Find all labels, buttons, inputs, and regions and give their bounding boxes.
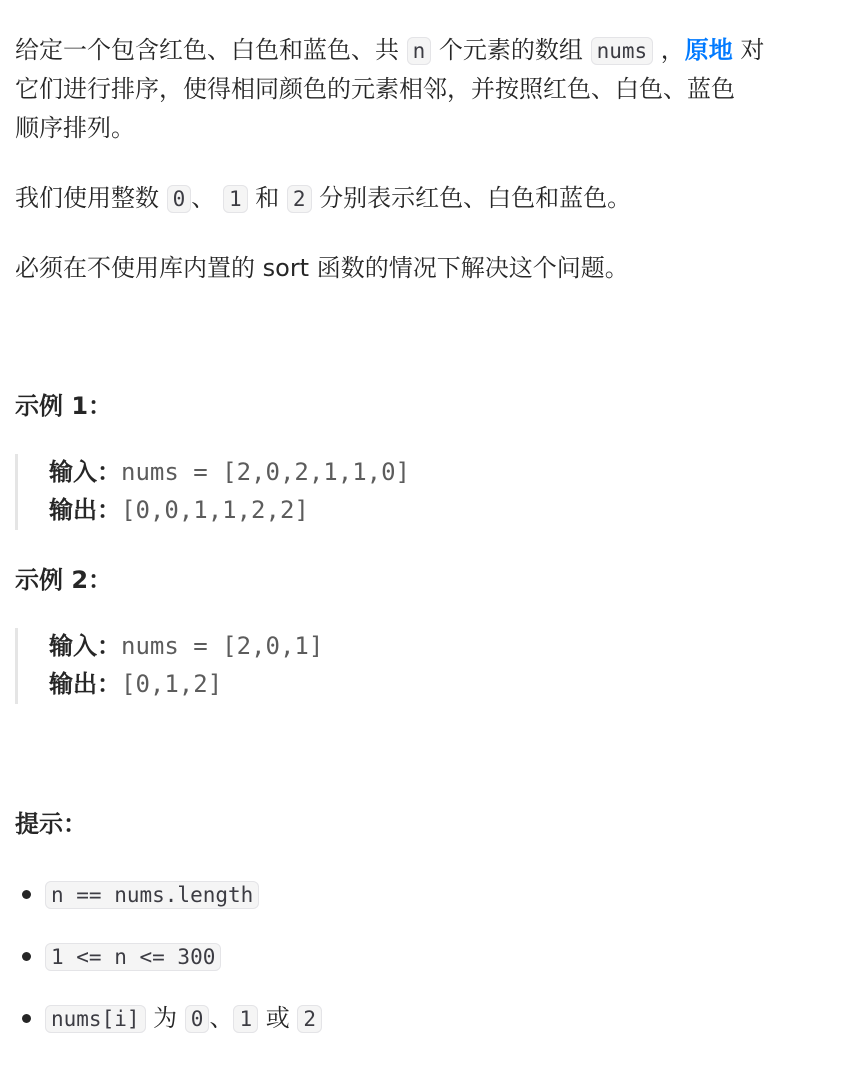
inline-code: 0	[185, 1005, 210, 1033]
text: 个元素的数组	[431, 36, 591, 64]
inline-code: nums[i]	[45, 1005, 146, 1033]
output-value: [0,1,2]	[121, 670, 223, 698]
text: 给定一个包含红色、白色和蓝色、共	[15, 36, 407, 64]
input-label: 输入：	[49, 632, 121, 660]
example-2-output	[49, 666, 222, 702]
text: ，	[653, 36, 685, 64]
example-2-input	[49, 628, 323, 664]
text: 分别表示红色、白色和蓝色。	[311, 184, 632, 212]
inline-code-n: n	[407, 37, 432, 65]
constraint-item-1	[45, 876, 259, 913]
example-2-heading: 示例 2：	[15, 566, 113, 594]
inline-code: n == nums.length	[45, 881, 259, 909]
input-value: nums = [2,0,1]	[121, 632, 324, 660]
output-label: 输出：	[49, 496, 121, 524]
inline-code-2: 2	[287, 185, 312, 213]
text: 我们使用整数	[15, 184, 167, 212]
text: 为	[145, 1004, 185, 1032]
constraint-item-2	[45, 938, 221, 975]
text: 或	[258, 1004, 298, 1032]
inline-code-1: 1	[223, 185, 248, 213]
text: 、	[191, 184, 223, 212]
text: 对	[732, 36, 765, 64]
text: 和	[247, 184, 287, 212]
paragraph-intro-line2: 它们进行排序，使得相同颜色的元素相邻，并按照红色、白色、蓝色	[15, 75, 735, 103]
inline-code-nums: nums	[591, 37, 654, 65]
output-label: 输出：	[49, 670, 121, 698]
output-value: [0,0,1,1,2,2]	[121, 496, 309, 524]
paragraph-intro-line3: 顺序排列。	[15, 114, 135, 142]
paragraph-intro-line1	[15, 32, 764, 69]
inline-code: 2	[297, 1005, 322, 1033]
inline-code-0: 0	[167, 185, 192, 213]
example-2-block	[15, 628, 818, 704]
bullet-dot	[22, 890, 31, 899]
example-1-heading: 示例 1：	[15, 392, 113, 420]
constraints-heading: 提示：	[15, 810, 87, 838]
paragraph-no-sort: 必须在不使用库内置的 sort 函数的情况下解决这个问题。	[15, 254, 629, 282]
text: 、	[209, 1004, 234, 1032]
in-place-link[interactable]: 原地	[684, 36, 733, 64]
example-1-output	[49, 492, 309, 528]
paragraph-integers	[15, 180, 631, 217]
input-label: 输入：	[49, 458, 121, 486]
bullet-dot	[22, 952, 31, 961]
example-1-block	[15, 454, 818, 530]
bullet-dot	[22, 1014, 31, 1023]
input-value: nums = [2,0,2,1,1,0]	[121, 458, 410, 486]
inline-code: 1	[233, 1005, 258, 1033]
example-1-input	[49, 454, 410, 490]
constraint-item-3	[45, 1000, 322, 1037]
inline-code: 1 <= n <= 300	[45, 943, 221, 971]
